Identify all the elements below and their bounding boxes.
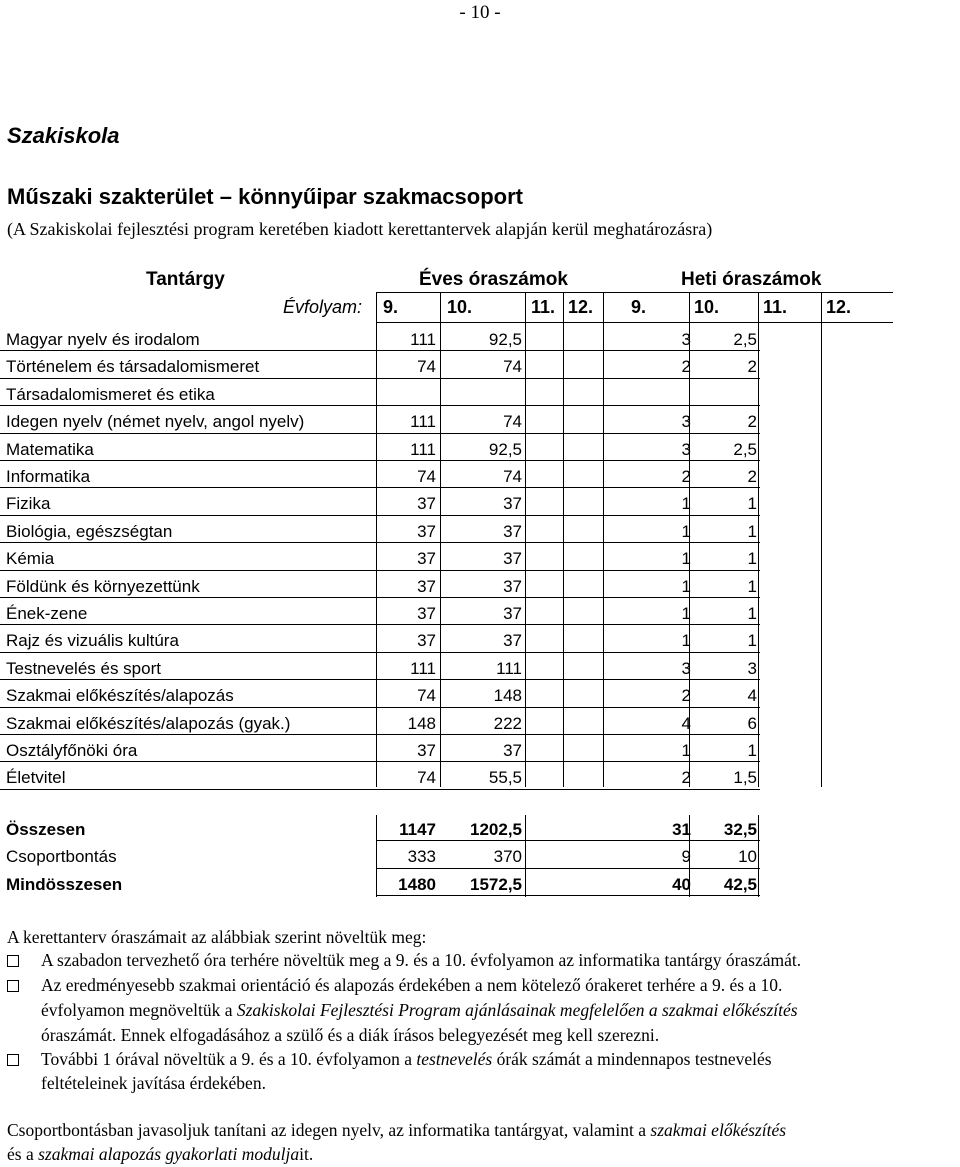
subject-name: Matematika bbox=[6, 439, 94, 459]
subject-name: Rajz és vizuális kultúra bbox=[6, 631, 179, 651]
weekly-hours-10: 1,5 bbox=[733, 768, 757, 788]
annual-hours-10: 74 bbox=[503, 412, 522, 432]
weekly-grade-9: 9. bbox=[631, 297, 647, 317]
subject-name: Osztályfőnöki óra bbox=[6, 741, 138, 760]
annual-hours-10: 37 bbox=[503, 631, 522, 651]
annual-hours-10: 37 bbox=[503, 604, 522, 623]
table-line bbox=[376, 292, 893, 293]
subject-name: Társadalomismeret és etika bbox=[6, 384, 215, 404]
bullet-3-text: További 1 órával növeltük a 9. és a 10. évfolyamon a bbox=[41, 1049, 417, 1069]
table-row bbox=[0, 736, 960, 763]
table-line bbox=[376, 840, 760, 841]
table-line bbox=[0, 378, 760, 379]
annual-grade-11: 11. bbox=[531, 297, 556, 317]
table-row bbox=[0, 763, 960, 790]
subject-name: Szakmai előkészítés/alapozás bbox=[6, 686, 234, 706]
annual-hours-10: 1572,5 bbox=[470, 874, 522, 894]
bullet-1-text: A szabadon tervezhető óra terhére növeltük meg a 9. és a 10. évfolyamon az informatika tantárgy óraszámát. bbox=[41, 950, 802, 970]
weekly-hours-9: 9 bbox=[681, 847, 691, 867]
weekly-hours-10: 2 bbox=[747, 357, 757, 377]
annual-hours-9: 37 bbox=[417, 521, 436, 541]
subject-name: Fizika bbox=[6, 494, 51, 514]
annual-hours-10: 74 bbox=[503, 467, 522, 486]
table-row bbox=[0, 517, 960, 544]
subject-name: Földünk és környezettünk bbox=[6, 576, 200, 596]
table-line bbox=[0, 597, 760, 598]
table-line bbox=[0, 515, 760, 516]
subject-name: Szakmai előkészítés/alapozás (gyak.) bbox=[6, 713, 291, 733]
subject-name: Informatika bbox=[6, 467, 91, 486]
subject-name: Biológia, egészségtan bbox=[6, 521, 173, 541]
annual-hours-9: 1480 bbox=[398, 874, 436, 894]
annual-hours-header: Éves óraszámok bbox=[419, 269, 568, 290]
weekly-grade-10: 10. bbox=[694, 297, 720, 317]
table-row bbox=[0, 572, 960, 599]
annual-hours-10: 55,5 bbox=[488, 768, 522, 788]
weekly-hours-10: 32,5 bbox=[723, 820, 757, 839]
weekly-hours-10: 1 bbox=[747, 741, 757, 760]
weekly-hours-9: 1 bbox=[681, 741, 691, 760]
annual-hours-10: 111 bbox=[496, 658, 522, 678]
annual-hours-9: 37 bbox=[417, 549, 436, 569]
bullet-2-text: évfolyamon megnöveltük a bbox=[41, 1000, 237, 1020]
annual-hours-10: 37 bbox=[503, 494, 522, 514]
weekly-hours-9: 1 bbox=[681, 604, 691, 623]
annual-hours-9: 74 bbox=[417, 357, 436, 377]
subject-name: Történelem és társadalomismeret bbox=[6, 357, 260, 377]
weekly-hours-header: Heti óraszámok bbox=[681, 269, 822, 290]
final-emphasis: szakmai előkészítés bbox=[650, 1120, 787, 1140]
annual-hours-9: 37 bbox=[417, 631, 436, 651]
totals-row bbox=[0, 815, 960, 842]
bullet-2-line-3: óraszámát. Ennek elfogadásához a szülő és a diák írásos belegyezését meg kell szerezni. bbox=[41, 1025, 660, 1045]
table-row bbox=[0, 352, 960, 379]
table-row bbox=[0, 380, 960, 407]
subject-name: Idegen nyelv (német nyelv, angol nyelv) bbox=[6, 412, 305, 432]
weekly-hours-10: 1 bbox=[747, 631, 757, 651]
page-number: - 10 - bbox=[459, 2, 501, 23]
annual-hours-10: 1202,5 bbox=[470, 820, 522, 839]
weekly-hours-10: 2,5 bbox=[733, 330, 757, 349]
checkbox-bullet-icon bbox=[7, 955, 19, 967]
table-row bbox=[0, 626, 960, 653]
bullet-2-line-1: Az eredményesebb szakmai orientáció és alapozás érdekében a nem kötelező órakeret terhére a 9. és a 10. bbox=[41, 975, 783, 995]
bullet-3-emphasis: testnevelés bbox=[416, 1049, 493, 1069]
annual-hours-10: 92,5 bbox=[488, 439, 522, 459]
weekly-hours-9: 1 bbox=[681, 549, 691, 569]
annual-hours-10: 37 bbox=[503, 741, 522, 760]
table-row bbox=[0, 709, 960, 736]
final-text-end: it. bbox=[299, 1144, 314, 1164]
weekly-hours-10: 2 bbox=[747, 467, 757, 486]
weekly-hours-9: 2 bbox=[681, 768, 691, 788]
weekly-hours-10: 6 bbox=[747, 713, 757, 733]
table-row bbox=[0, 544, 960, 571]
weekly-hours-9: 3 bbox=[681, 330, 691, 349]
table-line bbox=[0, 405, 760, 406]
table-row bbox=[0, 489, 960, 516]
annual-hours-9: 74 bbox=[417, 768, 436, 788]
annual-hours-9: 37 bbox=[417, 494, 436, 514]
weekly-hours-9: 40 bbox=[672, 874, 691, 894]
subject-header: Tantárgy bbox=[146, 269, 225, 290]
annual-grade-10: 10. bbox=[447, 297, 473, 317]
annual-hours-10: 37 bbox=[503, 521, 522, 541]
weekly-hours-9: 4 bbox=[681, 713, 691, 733]
totals-row bbox=[0, 842, 960, 869]
table-line bbox=[0, 542, 760, 543]
table-row bbox=[0, 462, 960, 489]
annual-hours-9: 37 bbox=[417, 576, 436, 596]
table-line bbox=[0, 652, 760, 653]
weekly-hours-10: 1 bbox=[747, 576, 757, 596]
weekly-hours-9: 3 bbox=[681, 439, 691, 459]
table-line bbox=[0, 350, 760, 351]
table-row bbox=[0, 435, 960, 462]
weekly-hours-9: 31 bbox=[672, 820, 691, 839]
final-line-2 bbox=[7, 1144, 313, 1165]
weekly-hours-10: 10 bbox=[738, 847, 757, 867]
increase-intro: A kerettanterv óraszámait az alábbiak szerint növeltük meg: bbox=[7, 927, 427, 947]
table-line bbox=[0, 707, 760, 708]
final-text: Csoportbontásban javasoljuk tanítani az idegen nyelv, az informatika tantárgyat, valamint a bbox=[7, 1120, 651, 1140]
weekly-hours-10: 4 bbox=[747, 686, 757, 706]
weekly-grade-11: 11. bbox=[763, 297, 788, 317]
annual-hours-10: 37 bbox=[503, 576, 522, 596]
table-line bbox=[0, 487, 760, 488]
subject-name: Magyar nyelv és irodalom bbox=[6, 330, 200, 349]
bullet-3-line-1 bbox=[41, 1049, 772, 1070]
table-row bbox=[0, 407, 960, 434]
checkbox-bullet-icon bbox=[7, 980, 19, 992]
annual-grade-9: 9. bbox=[383, 297, 399, 317]
subject-name: Mindösszesen bbox=[6, 874, 123, 894]
table-line bbox=[0, 433, 760, 434]
weekly-hours-9: 3 bbox=[681, 412, 691, 432]
table-row bbox=[0, 599, 960, 626]
weekly-hours-10: 2 bbox=[747, 412, 757, 432]
weekly-hours-10: 1 bbox=[747, 604, 757, 623]
weekly-hours-10: 42,5 bbox=[723, 874, 757, 894]
weekly-hours-10: 1 bbox=[747, 549, 757, 569]
table-row bbox=[0, 681, 960, 708]
weekly-hours-10: 3 bbox=[747, 658, 757, 678]
table-line bbox=[0, 624, 760, 625]
field-title: Műszaki szakterület – könnyűipar szakmacsoport bbox=[7, 184, 523, 209]
weekly-hours-9: 1 bbox=[681, 576, 691, 596]
subject-name: Összesen bbox=[6, 820, 86, 839]
weekly-hours-9: 2 bbox=[681, 467, 691, 486]
subject-name: Ének-zene bbox=[6, 604, 88, 623]
bullet-2-line-2 bbox=[41, 1000, 798, 1021]
annual-hours-9: 37 bbox=[417, 741, 436, 760]
checkbox-bullet-icon bbox=[7, 1054, 19, 1066]
annual-hours-10: 148 bbox=[493, 686, 522, 706]
subject-name: Kémia bbox=[6, 549, 55, 569]
totals-row bbox=[0, 870, 960, 897]
table-row bbox=[0, 654, 960, 681]
weekly-hours-9: 2 bbox=[681, 357, 691, 377]
school-type-heading: Szakiskola bbox=[7, 123, 120, 148]
table-line bbox=[0, 789, 760, 790]
final-emphasis: szakmai alapozás gyakorlati modulja bbox=[38, 1144, 300, 1164]
weekly-grade-12: 12. bbox=[826, 297, 852, 317]
table-line bbox=[0, 761, 760, 762]
annual-hours-9: 74 bbox=[417, 467, 436, 486]
annual-hours-9: 74 bbox=[417, 686, 436, 706]
annual-hours-9: 111 bbox=[410, 439, 436, 459]
final-line-1 bbox=[7, 1120, 786, 1141]
bullet-2-emphasis: Szakiskolai Fejlesztési Program ajánlásainak megfelelően a szakmai előkészítés bbox=[236, 1000, 798, 1020]
grade-label: Évfolyam: bbox=[283, 297, 363, 317]
table-line bbox=[0, 679, 760, 680]
field-note: (A Szakiskolai fejlesztési program keretében kiadott kerettantervek alapján kerül meghatározásra) bbox=[7, 219, 713, 239]
bullet-3-text-end: órák számát a mindennapos testnevelés bbox=[492, 1049, 772, 1069]
table-line bbox=[0, 734, 760, 735]
weekly-hours-9: 1 bbox=[681, 521, 691, 541]
annual-hours-9: 111 bbox=[410, 412, 436, 432]
annual-hours-10: 222 bbox=[493, 713, 522, 733]
subject-name: Testnevelés és sport bbox=[6, 658, 161, 678]
annual-hours-9: 1147 bbox=[399, 820, 436, 839]
weekly-hours-9: 1 bbox=[681, 631, 691, 651]
weekly-hours-9: 2 bbox=[681, 686, 691, 706]
subject-name: Csoportbontás bbox=[6, 847, 117, 867]
table-line bbox=[376, 895, 760, 896]
table-line bbox=[376, 322, 893, 323]
annual-hours-9: 111 bbox=[410, 330, 436, 349]
weekly-hours-10: 2,5 bbox=[733, 439, 757, 459]
weekly-hours-9: 1 bbox=[681, 494, 691, 514]
final-text: és a bbox=[7, 1144, 39, 1164]
annual-hours-10: 92,5 bbox=[488, 330, 522, 349]
weekly-hours-9: 3 bbox=[681, 658, 691, 678]
annual-grade-12: 12. bbox=[568, 297, 594, 317]
annual-hours-9: 111 bbox=[410, 658, 436, 678]
annual-hours-9: 333 bbox=[407, 847, 436, 867]
subject-name: Életvitel bbox=[6, 768, 66, 788]
annual-hours-10: 74 bbox=[503, 357, 522, 377]
weekly-hours-10: 1 bbox=[747, 494, 757, 514]
table-row bbox=[0, 325, 960, 352]
annual-hours-10: 370 bbox=[493, 847, 522, 867]
table-line bbox=[0, 460, 760, 461]
annual-hours-9: 37 bbox=[417, 604, 436, 623]
table-line bbox=[0, 570, 760, 571]
bullet-3-line-2: feltételeinek javítása érdekében. bbox=[41, 1073, 266, 1093]
annual-hours-9: 148 bbox=[407, 713, 436, 733]
annual-hours-10: 37 bbox=[503, 549, 522, 569]
weekly-hours-10: 1 bbox=[747, 521, 757, 541]
